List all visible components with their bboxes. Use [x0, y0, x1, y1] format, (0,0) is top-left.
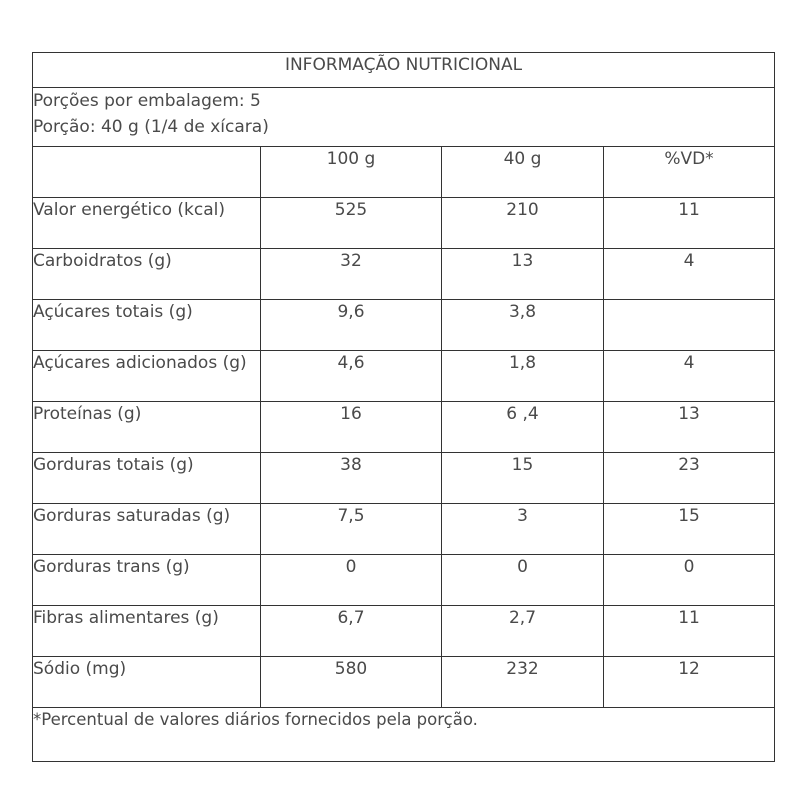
- title-row: [33, 53, 775, 88]
- value-40g: 0: [442, 555, 604, 606]
- nutrient-label: Gorduras saturadas (g): [33, 504, 261, 555]
- nutrient-label: Gorduras trans (g): [33, 555, 261, 606]
- portions-per-package: Porções por embalagem: 5: [33, 91, 261, 111]
- value-100g: 6,7: [261, 606, 442, 657]
- table-row: [33, 402, 775, 453]
- value-100g: 9,6: [261, 300, 442, 351]
- column-header-100g: 100 g: [261, 147, 442, 198]
- column-header-vd: %VD*: [604, 147, 775, 198]
- value-100g: 0: [261, 555, 442, 606]
- value-100g: 525: [261, 198, 442, 249]
- column-header-row: [33, 147, 775, 198]
- value-40g: 13: [442, 249, 604, 300]
- footnote-row: [33, 708, 775, 762]
- value-vd: 0: [604, 555, 775, 606]
- value-vd: [604, 300, 775, 351]
- table-row: [33, 606, 775, 657]
- value-vd: 11: [604, 606, 775, 657]
- value-40g: 15: [442, 453, 604, 504]
- nutrition-facts-table: [32, 52, 775, 762]
- nutrient-label: Carboidratos (g): [33, 249, 261, 300]
- value-40g: 232: [442, 657, 604, 708]
- table-row: [33, 351, 775, 402]
- value-vd: 4: [604, 249, 775, 300]
- serving-size: Porção: 40 g (1/4 de xícara): [33, 117, 269, 137]
- nutrient-label: Gorduras totais (g): [33, 453, 261, 504]
- nutrient-label: Fibras alimentares (g): [33, 606, 261, 657]
- column-header-label: [33, 147, 261, 198]
- table-row: [33, 657, 775, 708]
- value-100g: 38: [261, 453, 442, 504]
- portion-info: [33, 88, 775, 147]
- table-row: [33, 555, 775, 606]
- table-row: [33, 453, 775, 504]
- nutrient-label: Proteínas (g): [33, 402, 261, 453]
- value-40g: 3,8: [442, 300, 604, 351]
- value-40g: 3: [442, 504, 604, 555]
- value-100g: 7,5: [261, 504, 442, 555]
- value-40g: 6 ,4: [442, 402, 604, 453]
- portion-info-row: [33, 88, 775, 147]
- nutrient-label: Açúcares totais (g): [33, 300, 261, 351]
- nutrient-label: Sódio (mg): [33, 657, 261, 708]
- nutrient-label: Valor energético (kcal): [33, 198, 261, 249]
- value-vd: 13: [604, 402, 775, 453]
- value-vd: 4: [604, 351, 775, 402]
- column-header-40g: 40 g: [442, 147, 604, 198]
- value-40g: 2,7: [442, 606, 604, 657]
- footnote: *Percentual de valores diários fornecidos pela porção.: [33, 708, 775, 762]
- value-vd: 15: [604, 504, 775, 555]
- table-row: [33, 249, 775, 300]
- value-100g: 580: [261, 657, 442, 708]
- value-40g: 210: [442, 198, 604, 249]
- value-100g: 32: [261, 249, 442, 300]
- table-row: [33, 300, 775, 351]
- value-100g: 16: [261, 402, 442, 453]
- value-100g: 4,6: [261, 351, 442, 402]
- value-vd: 23: [604, 453, 775, 504]
- value-vd: 11: [604, 198, 775, 249]
- value-40g: 1,8: [442, 351, 604, 402]
- table-row: [33, 504, 775, 555]
- nutrient-label: Açúcares adicionados (g): [33, 351, 261, 402]
- value-vd: 12: [604, 657, 775, 708]
- table-title: INFORMAÇÃO NUTRICIONAL: [33, 53, 775, 88]
- table-row: [33, 198, 775, 249]
